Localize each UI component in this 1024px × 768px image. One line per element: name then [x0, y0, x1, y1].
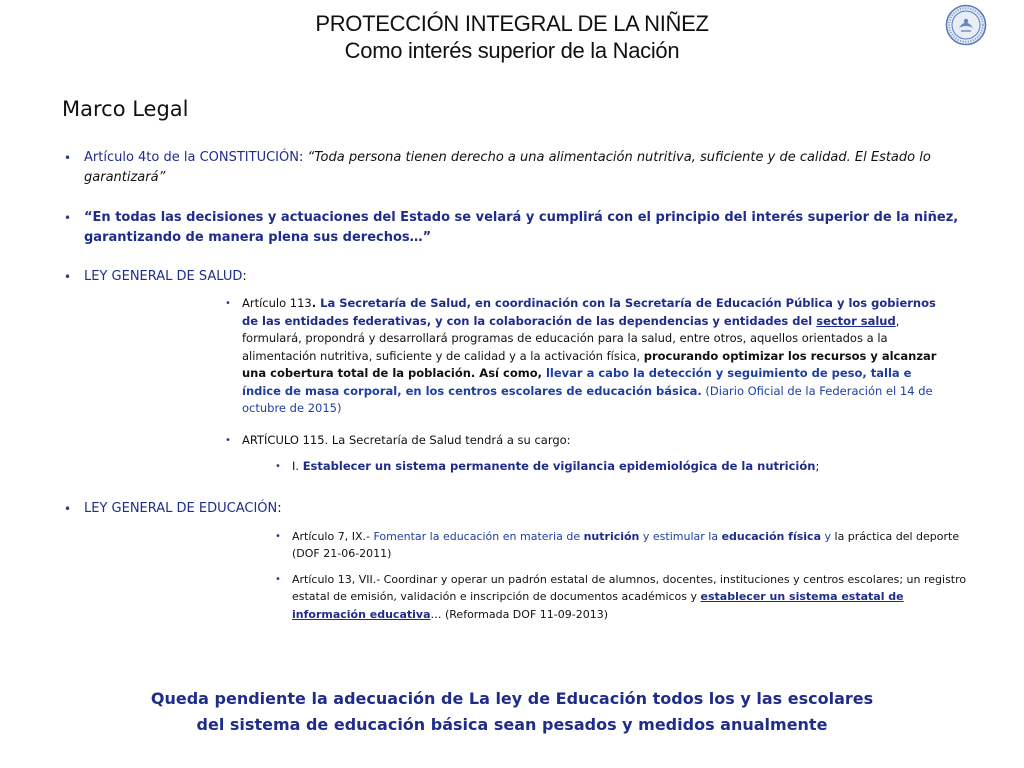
interes-superior-quote: “En todas las decisiones y actuaciones del Estado se velará y cumplirá con el principio del interés superior de la niñez, garantizando de manera plena sus derechos…” [84, 210, 959, 245]
articulo-4-colon: : [298, 150, 308, 165]
bullet-icon: • [275, 574, 281, 585]
list-item-interes-superior [64, 208, 969, 248]
ley-educacion-colon: : [277, 501, 282, 516]
list-item-ley-salud [64, 267, 684, 287]
slide-header [0, 10, 1024, 64]
articulo-115-label: ARTÍCULO 115 [242, 433, 325, 447]
articulo-7-nutricion: nutrición [583, 530, 640, 543]
section-title: Marco Legal [62, 97, 189, 121]
bullet-icon: • [64, 151, 72, 165]
bullet-icon: • [275, 461, 281, 472]
bullet-icon: • [225, 298, 231, 309]
articulo-7-deporte: la práctica del deporte (DOF 21-06-2011) [292, 530, 960, 561]
bullet-icon: • [275, 531, 281, 542]
articulo-115-text: . La Secretaría de Salud tendrá a su cargo: [324, 433, 571, 447]
list-item-articulo-13 [275, 571, 972, 623]
bullet-icon: • [64, 502, 72, 516]
bullet-icon: • [225, 435, 231, 446]
articulo-113-coordination: La Secretaría de Salud, en coordinación con la Secretaría de Educación Pública y los gobiernos de las entidades federativas, y con la colaboración de las dependencias y entidades del [242, 296, 936, 328]
slide-title-line1: PROTECCIÓN INTEGRAL DE LA NIÑEZ [315, 11, 709, 36]
articulo-13-dof: … (Reformada DOF 11-09-2013) [430, 607, 608, 621]
ley-salud-label: LEY GENERAL DE SALUD [84, 269, 243, 284]
articulo-7-fomentar: Fomentar la educación en materia de [373, 530, 584, 543]
articulo-113-optimize: procurando optimizar los recursos y alcanzar una cobertura total de la población. Así como, [242, 348, 937, 380]
list-item-fraccion-1 [275, 458, 952, 476]
articulo-113-programs: , formulará, propondrá y desarrollará programas de educación para la salud, entre otros, aquellos orientados a la alimentación nutritiva, suficiente y de calidad y a la activación física, [242, 313, 900, 363]
articulo-113-dof: (Diario Oficial de la Federación el 14 de octubre de 2015) [242, 383, 933, 415]
footer-line2: del sistema de educación básica sean pesados y medidos anualmente [196, 715, 828, 734]
list-item-ley-educacion [64, 499, 684, 519]
list-item-articulo-7 [275, 528, 972, 563]
fraccion-1-text: Establecer un sistema permanente de vigilancia epidemiológica de la nutrición [302, 459, 816, 473]
articulo-113-label: Artículo 113 [242, 296, 312, 310]
articulo-7-educacion-fisica: educación física [721, 530, 821, 543]
fraccion-1-end: ; [815, 459, 820, 473]
institutional-seal-icon [945, 4, 987, 46]
footer-note [0, 686, 1024, 738]
slide-title-line2: Como interés superior de la Nación [344, 38, 680, 63]
ley-salud-colon: : [242, 269, 247, 284]
articulo-13-text: Artículo 13, VII.- Coordinar y operar un padrón estatal de alumnos, docentes, instituciones y centros escolares; un registro estatal de emisión, validación e inscripción de documentos académicos y [292, 573, 967, 604]
list-item-articulo-113 [225, 295, 954, 418]
articulo-7-y: y [821, 530, 835, 543]
articulo-113-detection: llevar a cabo la detección y seguimiento de peso, talla e índice de masa corporal, en los centros escolares de educación básica. [242, 366, 912, 398]
articulo-7-label: Artículo 7, IX.- [292, 530, 374, 543]
bullet-icon: • [64, 270, 72, 284]
list-item-articulo-4 [64, 148, 954, 188]
list-item-articulo-115 [225, 432, 954, 450]
bullet-icon: • [64, 211, 72, 225]
articulo-4-quote: “Toda persona tienen derecho a una alimentación nutritiva, suficiente y de calidad. El Estado lo garantizará” [84, 150, 931, 185]
articulo-113-sep: . [311, 296, 321, 310]
footer-line1: Queda pendiente la adecuación de La ley de Educación todos los y las escolares [150, 689, 874, 708]
articulo-13-sistema: establecer un sistema estatal de información educativa [292, 590, 904, 621]
articulo-113-sector-salud: sector salud [816, 313, 896, 328]
articulo-7-estimular: y estimular la [639, 530, 722, 543]
ley-educacion-label: LEY GENERAL DE EDUCACIÓN [84, 501, 278, 516]
articulo-4-label: Artículo 4to de la CONSTITUCIÓN [84, 150, 299, 165]
fraccion-1-numeral: I. [292, 459, 303, 473]
